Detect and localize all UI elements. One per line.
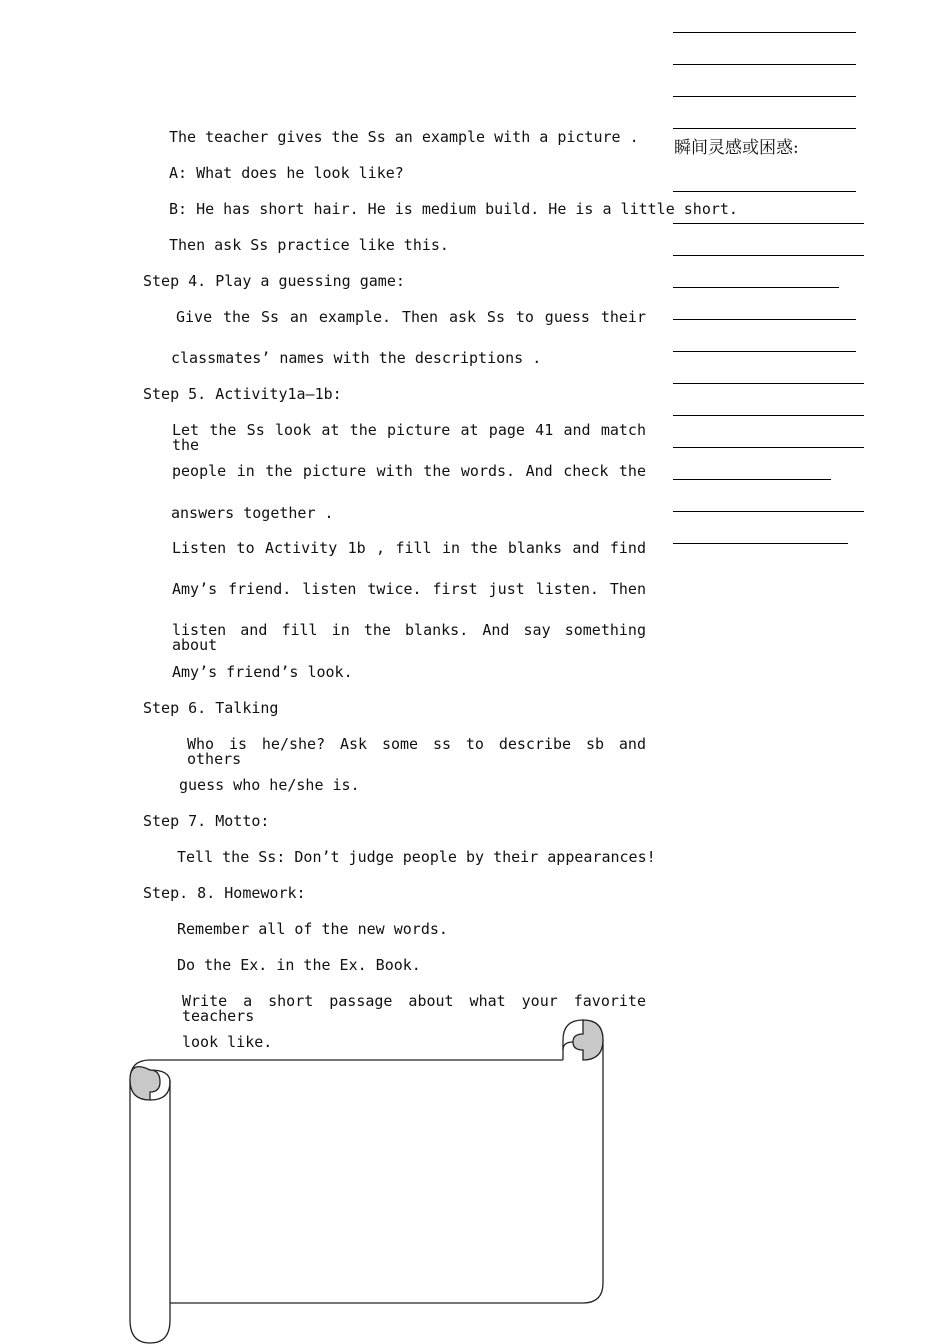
intro-line-1: The teacher gives the Ss an example with a picture .	[169, 128, 639, 146]
step5-line-7: Amy’s friend’s look.	[172, 663, 353, 681]
step5-line-6: listen and fill in the blanks. And say something about	[172, 621, 646, 654]
step5-line-2: people in the picture with the words. And check the	[172, 462, 646, 480]
step5-line-4: Listen to Activity 1b , fill in the blanks and find	[172, 539, 646, 557]
step6-line-1: Who is he/she? Ask some ss to describe sb and others	[187, 735, 646, 768]
scroll-curl-top	[573, 1020, 603, 1060]
step4-line-2: classmates’ names with the descriptions .	[171, 349, 542, 367]
step5-line-5: Amy’s friend. listen twice. first just listen. Then	[172, 580, 646, 598]
scroll-curl-left	[130, 1067, 160, 1100]
step7-line-1: Tell the Ss: Don’t judge people by their appearances!	[177, 848, 656, 866]
step5-heading: Step 5. Activity1a—1b:	[143, 385, 342, 403]
notes-label: 瞬间灵感或困惑:	[674, 138, 799, 158]
step8-line-3: Write a short passage about what your favorite teachers	[182, 992, 646, 1025]
intro-line-2: A: What does he look like?	[169, 164, 404, 182]
step4-heading: Step 4. Play a guessing game:	[143, 272, 405, 290]
step8-line-2: Do the Ex. in the Ex. Book.	[177, 956, 421, 974]
intro-line-4: Then ask Ss practice like this.	[169, 236, 449, 254]
step6-heading: Step 6. Talking	[143, 699, 279, 717]
intro-line-3: B: He has short hair. He is medium build. He is a little short.	[169, 200, 738, 218]
step6-line-2: guess who he/she is.	[179, 776, 360, 794]
step7-heading: Step 7. Motto:	[143, 812, 270, 830]
step4-line-1: Give the Ss an example. Then ask Ss to guess their	[176, 308, 646, 326]
step8-line-1: Remember all of the new words.	[177, 920, 448, 938]
step5-line-3: answers together .	[171, 504, 334, 522]
step5-line-1: Let the Ss look at the picture at page 41 and match the	[172, 421, 646, 454]
step8-line-4: look like.	[182, 1033, 273, 1051]
step8-heading: Step. 8. Homework:	[143, 884, 306, 902]
